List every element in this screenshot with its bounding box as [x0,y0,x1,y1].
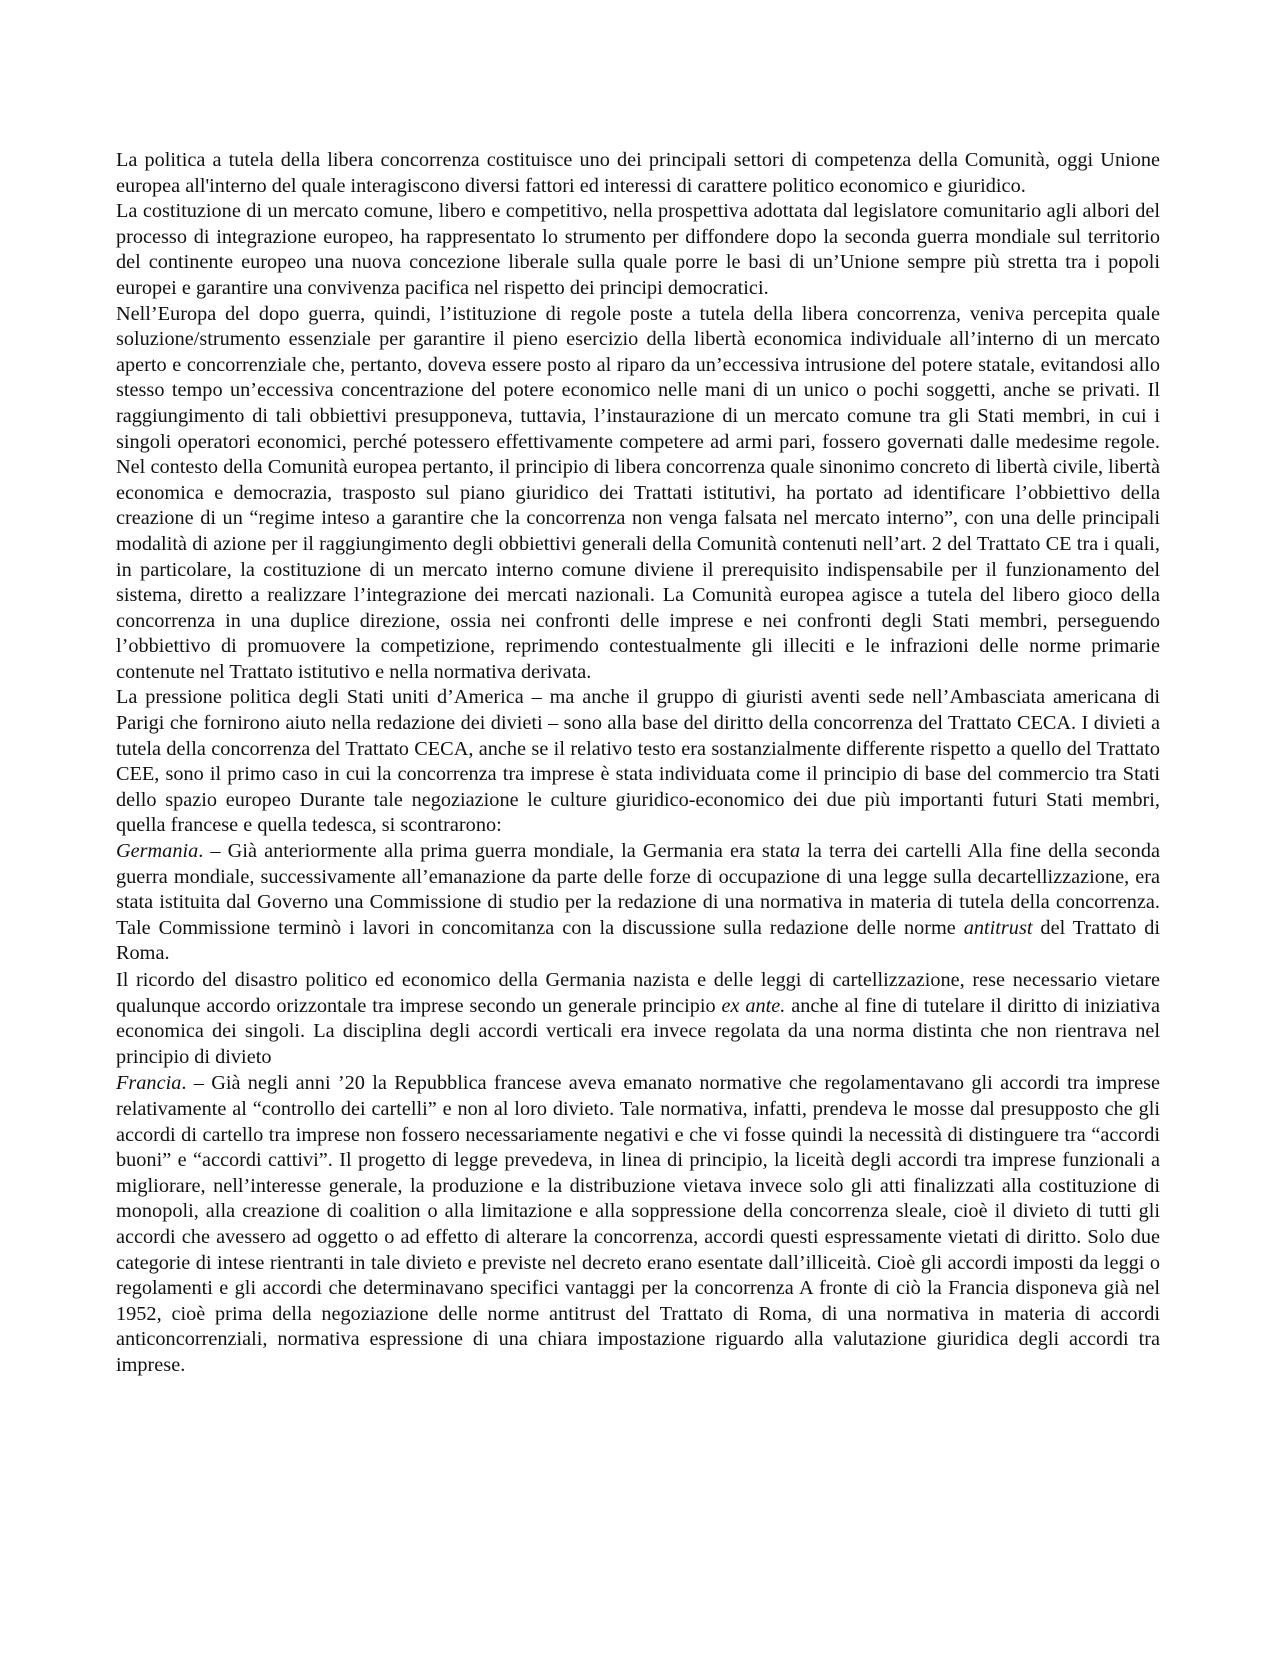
italic-letter: a [790,840,801,863]
paragraph-text: del Trattato di Roma. [116,916,1160,965]
paragraph-text: La politica a tutela della libera concorrenza costituisce uno dei principali settori di competenza della Comunità, oggi Unione europea all'interno del quale interagiscono diversi fattori ed interessi di carattere politico economico e giuridico. [116,149,1160,197]
paragraph-text: La pressione politica degli Stati uniti d’America – ma anche il gruppo di giuristi aventi sede nell’Ambasciata americana di Parigi che fornirono aiuto nella redazione dei divieti – sono alla base del diritto della concorrenza del Trattato CECA. I divieti a tutela della concorrenza del Trattato CECA, anche se il relativo testo era sostanzialmente differente rispetto a quello del Trattato CEE, sono il primo caso in cui la concorrenza tra imprese è stata individuata come il principio di base del commercio tra Stati dello spazio europeo Durante tale negoziazione le culture giuridico-economico dei due più importanti futuri Stati membri, quella francese e quella tedesca, si scontrarono: [116,686,1160,837]
italic-term-ex-ante: ex ante. [721,994,786,1017]
paragraph-text: Nell’Europa del dopo guerra, quindi, l’istituzione di regole poste a tutela della libera concorrenza, veniva percepita quale soluzione/strumento essenziale per garantire il pieno esercizio della libertà economica individuale all’interno di un mercato aperto e concorrenziale che, pertanto, doveva essere posto al riparo da un’eccessiva intrusione del potere statale, evitandosi allo stesso tempo un’eccessiva concentrazione del potere economico nelle mani di un unico o pochi soggetti, anche se privati. Il raggiungimento di tali obbiettivi presupponeva, tuttavia, l’instaurazione di un mercato comune tra gli Stati membri, in cui i singoli operatori economici, perché potessero effettivamente competere ad armi pari, fossero governati dalle medesime regole. Nel contesto della Comunità europea pertanto, il principio di libera concorrenza quale sinonimo concreto di libertà civile, libertà economica e democrazia, trasposto sul piano giuridico dei Trattati istitutivi, ha portato ad identificare l’obbiettivo della creazione di un “regime inteso a garantire che la concorrenza non venga falsata nel mercato interno”, con una delle principali modalità di azione per il raggiungimento degli obbiettivi generali della Comunità contenuti nell’art. 2 del Trattato CE tra i quali, in particolare, la costituzione di un mercato interno comune diviene il prerequisito indispensabile per il funzionamento del sistema, diretto a realizzare l’integrazione dei mercati nazionali. La Comunità europea agisce a tutela del libero gioco della concorrenza in una duplice direzione, ossia nei confronti delle imprese e nei confronti degli Stati membri, perseguendo l’obbiettivo di promuovere la competizione, reprimendo contestualmente gli illeciti e le infrazioni delle norme primarie contenute nel Trattato istitutivo e nella normativa derivata. [116,302,1160,683]
paragraph-germania-memory [116,968,1160,1070]
paragraph-germania [116,839,1160,967]
paragraph-text: Il ricordo del disastro politico ed economico della Germania nazista e delle leggi di cartellizzazione, rese necessario vietare qualunque accordo orizzontale tra imprese secondo un generale principio [116,969,1160,1017]
document-page [116,148,1160,1379]
section-heading-francia: Francia [116,1072,182,1095]
paragraph-common-market [116,199,1160,301]
paragraph-usa-pressure [116,685,1160,839]
paragraph-text: . – Già negli anni ’20 la Repubblica francese aveva emanato normative che regolamentavano gli accordi tra imprese relativamente al “controllo dei cartelli” e non al loro divieto. Tale normativa, infatti, prendeva le mosse dal presupposto che gli accordi di cartello tra imprese non fossero necessariamente negativi e che vi fosse quindi la necessità di distinguere tra “accordi buoni” e “accordi cattivi”. Il progetto di legge prevedeva, in linea di principio, la liceità degli accordi tra imprese funzionali a migliorare, nell’interesse generale, la produzione e la distribuzione vietava invece solo gli atti finalizzati alla costituzione di monopoli, alla creazione di coalition o alla limitazione e alla soppressione della concorrenza sleale, cioè il divieto di tutti gli accordi che avessero ad oggetto o ad effetto di alterare la concorrenza, accordi questi espressamente vietati di diritto. Solo due categorie di intese rientranti in tale divieto e previste nel decreto erano esentate dall’illiceità. Cioè gli accordi imposti da leggi o regolamenti e gli accordi che determinavano specifici vantaggi per la concorrenza A fronte di ciò la Francia disponeva già nel 1952, cioè prima della negoziazione delle norme antitrust del Trattato di Roma, di una normativa in materia di accordi anticoncorrenziali, normativa espressione di una chiara impostazione riguardo alla valutazione giuridica degli accordi tra imprese. [116,1072,1160,1376]
paragraph-intro [116,148,1160,199]
paragraph-text: La costituzione di un mercato comune, libero e competitivo, nella prospettiva adottata dal legislatore comunitario agli albori del processo di integrazione europeo, ha rappresentato lo strumento per diffondere dopo la seconda guerra mondiale sul territorio del continente europeo una nuova concezione liberale sulla quale porre le basi di un’Unione sempre più stretta tra i popoli europei e garantire una convivenza pacifica nel rispetto dei principi democratici. [116,200,1160,299]
italic-term-antitrust: antitrust [963,916,1033,939]
paragraph-francia [116,1071,1160,1378]
section-heading-germania: Germania [116,840,199,863]
paragraph-text: . – Già anteriormente alla prima guerra mondiale, la Germania era stat [198,840,791,863]
paragraph-text: anche al fine di tutelare il diritto di iniziativa economica dei singoli. La disciplina degli accordi verticali era invece regolata da una norma distinta che non rientrava nel principio di divieto [116,994,1161,1068]
paragraph-text: la terra dei cartelli Alla fine della seconda guerra mondiale, successivamente all’emanazione da parte delle forze di occupazione di una legge sulla decartellizzazione, era stata istituita dal Governo una Commissione di studio per la redazione di una normativa in materia di tutela della concorrenza. Tale Commissione terminò i lavori in concomitanza con la discussione sulla redazione delle norme [116,840,1160,939]
paragraph-postwar-europe [116,302,1160,686]
